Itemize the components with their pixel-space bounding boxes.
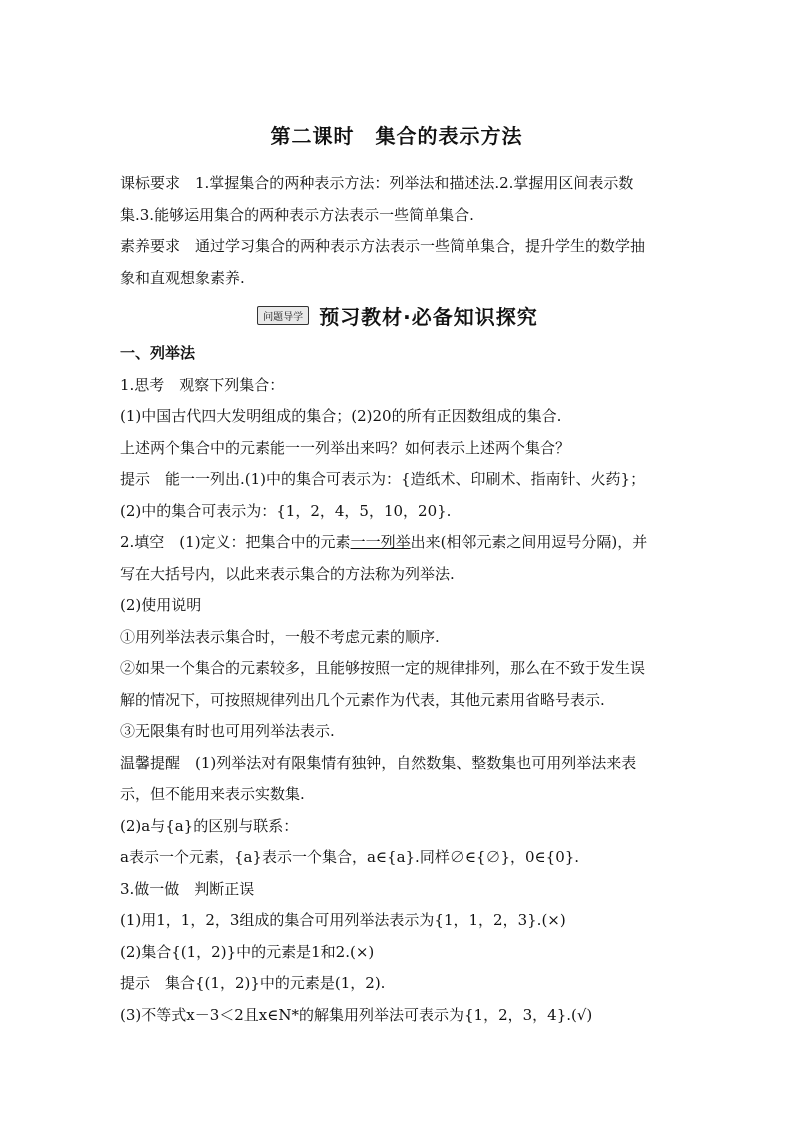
document-body: [120, 168, 675, 1031]
text-line: (3)不等式x－3＜2且x∈N*的解集用列举法可表示为{1，2，3，4}.(√): [120, 1005, 593, 1024]
banner-title: 预习教材·必备知识探究: [319, 304, 538, 329]
text-line: ②如果一个集合的元素较多，且能够按照一定的规律排列，那么在不致于发生误: [120, 659, 646, 677]
text-line: 写在大括号内，以此来表示集合的方法称为列举法.: [120, 564, 455, 583]
text-line: 上述两个集合中的元素能一一列举出来吗？如何表示上述两个集合？: [120, 438, 571, 457]
text-line: [120, 527, 675, 559]
text-span: 出来(相邻元素之间用逗号分隔)，并: [410, 533, 648, 551]
text-line: ①用列举法表示集合时，一般不考虑元素的顺序.: [120, 627, 440, 646]
text-line: 提示 集合{(1，2)}中的元素是(1，2).: [120, 974, 386, 992]
text-span: 2.填空 (1)定义：把集合中的元素: [120, 533, 351, 551]
section-heading: 一、列举法: [120, 344, 196, 362]
text-line: 解的情况下，可按照规律列出几个元素作为代表，其他元素用省略号表示.: [120, 690, 605, 709]
text-line: ③无限集有时也可用列举法表示.: [120, 722, 335, 740]
text-line: (2)集合{(1，2)}中的元素是1和2.(×): [120, 942, 375, 961]
text-line: (2)使用说明: [120, 596, 202, 614]
intro-line: 素养要求 通过学习集合的两种表示方法表示一些简单集合，提升学生的数学抽: [120, 237, 646, 255]
section-banner: [120, 292, 675, 338]
text-line: (1)用1，1，2，3组成的集合可用列举法表示为{1，1，2，3}.(×): [120, 911, 566, 929]
text-line: 提示 能一一列出.(1)中的集合可表示为：{造纸术、印刷术、指南针、火药}；: [120, 470, 646, 488]
text-line: 示，但不能用来表示实数集.: [120, 785, 305, 803]
text-line: 1.思考 观察下列集合：: [120, 375, 285, 394]
text-line: 温馨提醒 (1)列举法对有限集情有独钟，自然数集、整数集也可用列举法来表: [120, 753, 637, 772]
text-line: (2)a与{a}的区别与联系：: [120, 816, 299, 835]
intro-line: 课标要求 1.掌握集合的两种表示方法：列举法和描述法.2.掌握用区间表示数: [120, 174, 634, 192]
intro-line: 集.3.能够运用集合的两种表示方法表示一些简单集合.: [120, 205, 474, 224]
page-title: 第二课时 集合的表示方法: [270, 124, 523, 148]
text-line: 3.做一做 判断正误: [120, 879, 255, 898]
text-line: a表示一个元素，{a}表示一个集合，a∈{a}.同样∅∈{∅}，0∈{0}.: [120, 848, 580, 866]
intro-line: 象和直观想象素养.: [120, 268, 245, 287]
text-line: (2)中的集合可表示为：{1，2，4，5，10，20}.: [120, 501, 452, 520]
text-line: (1)中国古代四大发明组成的集合；(2)20的所有正因数组成的集合.: [120, 407, 562, 425]
underlined-term: 一一列举: [350, 533, 411, 551]
banner-badge: 问题导学: [257, 306, 309, 325]
